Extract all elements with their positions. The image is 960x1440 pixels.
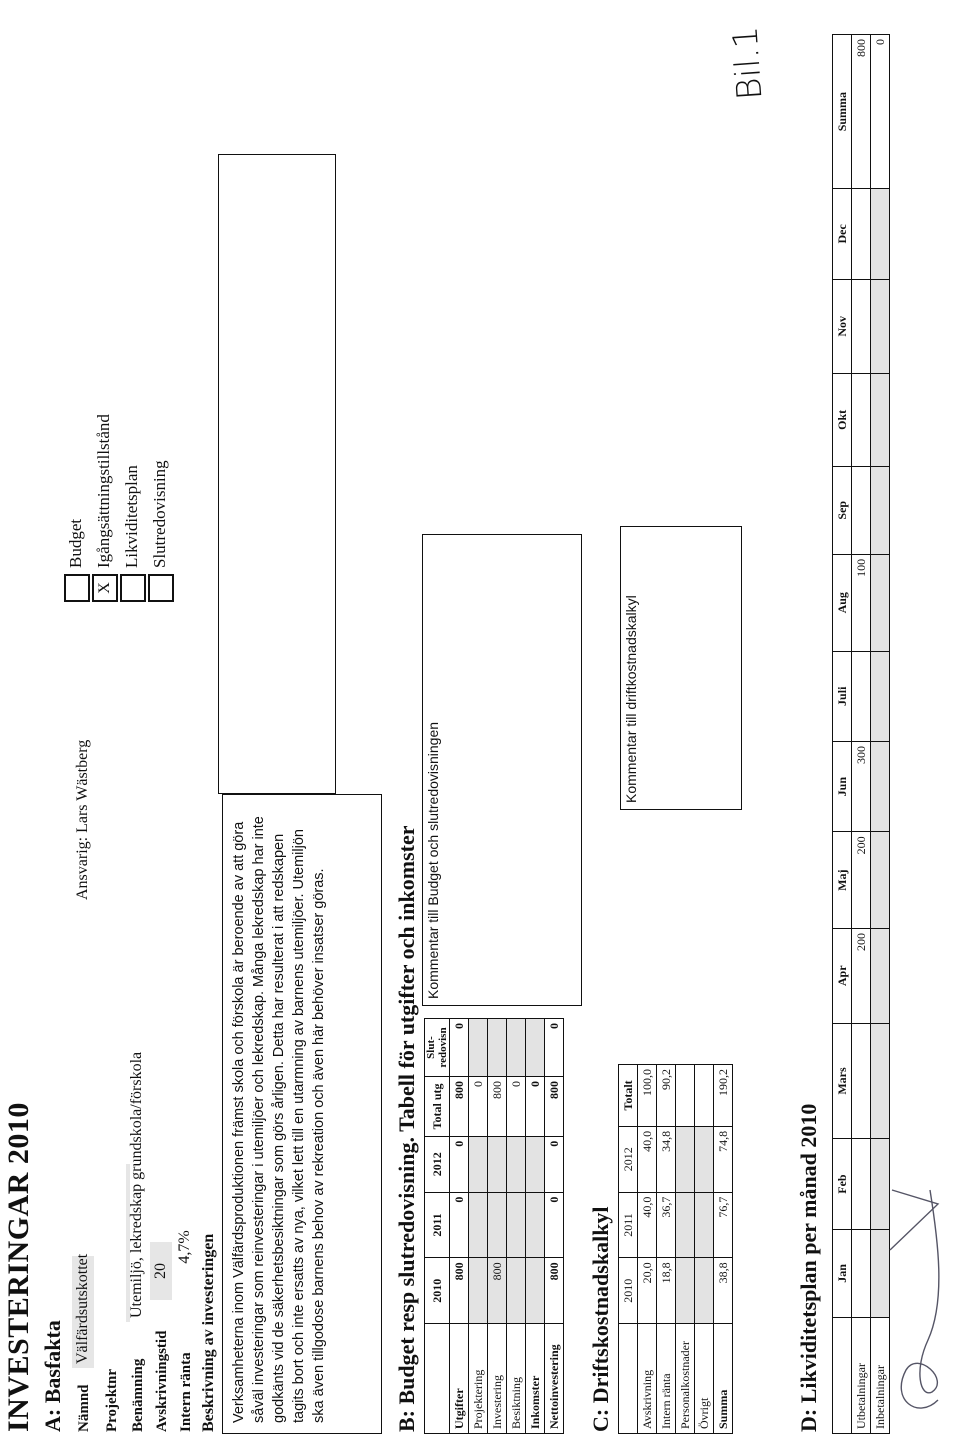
budget-cell: Nettoinvestering [545, 1324, 564, 1434]
likviditet-cell [871, 374, 890, 467]
budget-cell [507, 1019, 526, 1077]
checkbox-igangsattningstillstand[interactable]: X [92, 574, 118, 602]
budget-cell: 0 [526, 1076, 545, 1136]
ansvarig-text: Ansvarig: Lars Wästberg [74, 739, 91, 900]
budget-cell [526, 1136, 545, 1192]
driftskostnad-cell: Summa [714, 1324, 733, 1434]
checkbox-slutredovisning-label: Slutredovisning [150, 460, 169, 568]
namnd-value: Välfärdsutskottet [72, 1256, 94, 1368]
budget-header-cell: 2010 [425, 1258, 450, 1324]
section-c-heading: C: Driftskostnadskalkyl [588, 1206, 613, 1432]
driftskostnad-cell: Personalkostnader [676, 1324, 695, 1434]
likviditet-cell: Utbetalningar [852, 1318, 871, 1434]
budget-cell [526, 1019, 545, 1077]
likviditet-cell: Inbetalningar [871, 1318, 890, 1434]
driftskostnad-header-cell: 2011 [619, 1192, 638, 1258]
budget-cell [469, 1258, 488, 1324]
namnd-label: Nämnd [76, 1384, 92, 1432]
checkbox-budget[interactable] [64, 574, 90, 602]
budget-cell [469, 1136, 488, 1192]
budget-header-cell: Total utg [425, 1076, 450, 1136]
comment-driftskostnad-label: Kommentar till driftkostnadskalkyl [623, 595, 639, 803]
budget-cell: 0 [545, 1136, 564, 1192]
likviditet-header-cell: Juli [833, 651, 852, 741]
comment-budget-box[interactable] [422, 534, 582, 1006]
beskrivning-box [222, 794, 382, 1434]
driftskostnad-cell: Övrigt [695, 1324, 714, 1434]
driftskostnad-cell [676, 1258, 695, 1324]
driftskostnad-cell: 190,2 [714, 1065, 733, 1127]
table-row [657, 1065, 676, 1434]
table-row [695, 1065, 714, 1434]
likviditet-cell [852, 651, 871, 741]
projektnr-label: Projektnr [104, 1368, 120, 1432]
table-row [450, 1019, 469, 1434]
budget-header-cell [425, 1324, 450, 1434]
budget-cell: 0 [450, 1136, 469, 1192]
checkbox-slutredovisning[interactable] [148, 574, 174, 602]
budget-cell: 800 [450, 1258, 469, 1324]
checkbox-igangsattningstillstand-label: Igångsättningstillstånd [94, 414, 113, 568]
likviditet-cell [871, 189, 890, 279]
budget-cell: Inkomster [526, 1324, 545, 1434]
driftskostnad-cell [695, 1192, 714, 1258]
driftskostnad-cell: 36,7 [657, 1192, 676, 1258]
comment-budget-label: Kommentar till Budget och slutredovisningen [425, 721, 441, 999]
table-row [469, 1019, 488, 1434]
budget-cell [507, 1192, 526, 1258]
likviditet-header-cell: Summa [833, 35, 852, 189]
budget-cell: 0 [450, 1019, 469, 1077]
table-row [488, 1019, 507, 1434]
likviditet-cell: 300 [852, 741, 871, 831]
budget-cell [469, 1019, 488, 1077]
budget-cell [469, 1192, 488, 1258]
budget-cell: 0 [450, 1192, 469, 1258]
likviditet-header-cell: Mars [833, 1023, 852, 1139]
table-row [714, 1065, 733, 1434]
beskrivning-label: Beskrivning av investeringen [200, 1233, 217, 1432]
driftskostnad-header-cell: Totalt [619, 1065, 638, 1127]
driftskostnad-header-cell: 2010 [619, 1258, 638, 1324]
budget-cell [488, 1136, 507, 1192]
driftskostnad-cell: 76,7 [714, 1192, 733, 1258]
section-a-heading: A: Basfakta [40, 1320, 65, 1432]
driftskostnad-cell: 74,8 [714, 1126, 733, 1192]
likviditet-cell: 200 [852, 832, 871, 929]
driftskostnad-cell: 40,0 [638, 1192, 657, 1258]
avskrivningstid-label: Avskrivningstid [154, 1330, 170, 1432]
budget-cell: 0 [507, 1076, 526, 1136]
likviditet-cell [852, 374, 871, 467]
budget-cell: Besiktning [507, 1324, 526, 1434]
driftskostnad-cell [695, 1065, 714, 1127]
driftskostnad-cell: 40,0 [638, 1126, 657, 1192]
driftskostnad-table-header [619, 1065, 638, 1434]
likviditet-cell [871, 832, 890, 929]
driftskostnad-cell [676, 1065, 695, 1127]
handwritten-note: Bil.1 [725, 25, 771, 102]
budget-cell: Utgifter [450, 1324, 469, 1434]
likviditet-cell [871, 651, 890, 741]
driftskostnad-cell: 38,8 [714, 1258, 733, 1324]
likviditet-cell [852, 279, 871, 374]
likviditet-header-cell: Jun [833, 741, 852, 831]
table-row [526, 1019, 545, 1434]
likviditet-cell: 200 [852, 929, 871, 1024]
likviditet-header-cell: Aug [833, 554, 852, 651]
budget-cell [507, 1136, 526, 1192]
driftskostnad-table [618, 1064, 733, 1434]
comment-driftskostnad-box[interactable] [620, 526, 742, 810]
budget-table-header [425, 1019, 450, 1434]
checkbox-likviditetsplan[interactable] [120, 574, 146, 602]
budget-cell: 800 [545, 1076, 564, 1136]
likviditet-cell [871, 554, 890, 651]
likviditet-header-cell: Feb [833, 1139, 852, 1229]
table-row [545, 1019, 564, 1434]
budget-cell: 0 [545, 1192, 564, 1258]
driftskostnad-cell: 100,0 [638, 1065, 657, 1127]
budget-cell: 800 [450, 1076, 469, 1136]
table-row [676, 1065, 695, 1434]
beskrivning-side-box [218, 154, 336, 794]
likviditet-header-cell: Apr [833, 929, 852, 1024]
likviditet-cell [871, 279, 890, 374]
section-d-heading: D: Likviditetsplan per månad 2010 [796, 1103, 821, 1432]
benamning-value: Utemiljö, lekredskap grundskola/förskola [128, 1051, 145, 1318]
page-title: INVESTERINGAR 2010 [2, 1102, 35, 1432]
budget-cell: Investering [488, 1324, 507, 1434]
budget-cell: 800 [488, 1258, 507, 1324]
likviditet-header-cell: Sep [833, 466, 852, 554]
driftskostnad-header-cell: 2012 [619, 1126, 638, 1192]
budget-cell: 0 [545, 1019, 564, 1077]
driftskostnad-cell [695, 1258, 714, 1324]
likviditet-cell [852, 466, 871, 554]
likviditet-cell [871, 929, 890, 1024]
likviditet-cell [852, 189, 871, 279]
likviditet-header-cell: Dec [833, 189, 852, 279]
budget-cell: Projektering [469, 1324, 488, 1434]
budget-cell [488, 1192, 507, 1258]
checkbox-budget-label: Budget [66, 518, 85, 568]
table-row [638, 1065, 657, 1434]
driftskostnad-cell: 20,0 [638, 1258, 657, 1324]
likviditet-cell: 0 [871, 35, 890, 189]
likviditet-cell: 100 [852, 554, 871, 651]
driftskostnad-cell [695, 1126, 714, 1192]
likviditet-header-cell: Nov [833, 279, 852, 374]
likviditet-header-cell: Maj [833, 832, 852, 929]
benamning-label: Benämning [130, 1358, 146, 1432]
likviditet-cell [871, 466, 890, 554]
intern-ranta-label: Intern ränta [178, 1352, 194, 1432]
budget-header-cell: Slut-redovisn [425, 1019, 450, 1077]
beskrivning-text: Verksamheterna inom Välfärdsproduktionen främst skola och förskola är beroende av att göra såväl investeringar som reinvesteringar i utemiljöer och lekredskap. Många lekredskap har inte godkänts vid de säkerhetsbesiktningar som görs årligen. Detta har resulterat i att redskapen tagits bort och inte ersatts av nya, vilket lett till en utarmning av barnens utemiljöer. Utemiljön ska även tillgodose barnens behov av rekreation och även här behöver insatser göras. [231, 816, 327, 1423]
driftskostnad-cell: Avskrivning [638, 1324, 657, 1434]
budget-cell [507, 1258, 526, 1324]
likviditet-cell [871, 741, 890, 831]
budget-table [424, 1018, 564, 1434]
driftskostnad-header-cell [619, 1324, 638, 1434]
section-b-heading: B: Budget resp slutredovisning. Tabell för utgifter och inkomster [394, 825, 419, 1432]
budget-header-cell: 2011 [425, 1192, 450, 1258]
driftskostnad-cell: Intern ränta [657, 1324, 676, 1434]
driftskostnad-cell: 90,2 [657, 1065, 676, 1127]
driftskostnad-cell [676, 1192, 695, 1258]
driftskostnad-cell: 18,8 [657, 1258, 676, 1324]
budget-cell: 0 [469, 1076, 488, 1136]
likviditet-header-cell: Okt [833, 374, 852, 467]
avskrivningstid-value: 20 [150, 1242, 172, 1300]
budget-header-cell: 2012 [425, 1136, 450, 1192]
budget-cell [526, 1192, 545, 1258]
likviditet-cell: 800 [852, 35, 871, 189]
budget-cell [526, 1258, 545, 1324]
driftskostnad-cell [676, 1126, 695, 1192]
driftskostnad-cell: 34,8 [657, 1126, 676, 1192]
budget-cell: 800 [488, 1076, 507, 1136]
intern-ranta-value: 4,7% [176, 1230, 193, 1264]
checkbox-likviditetsplan-label: Likviditetsplan [122, 465, 141, 568]
likviditet-header-cell: Jan [833, 1229, 852, 1317]
budget-cell: 800 [545, 1258, 564, 1324]
signature-scribble [820, 1120, 960, 1440]
budget-cell [488, 1019, 507, 1077]
table-row [507, 1019, 526, 1434]
